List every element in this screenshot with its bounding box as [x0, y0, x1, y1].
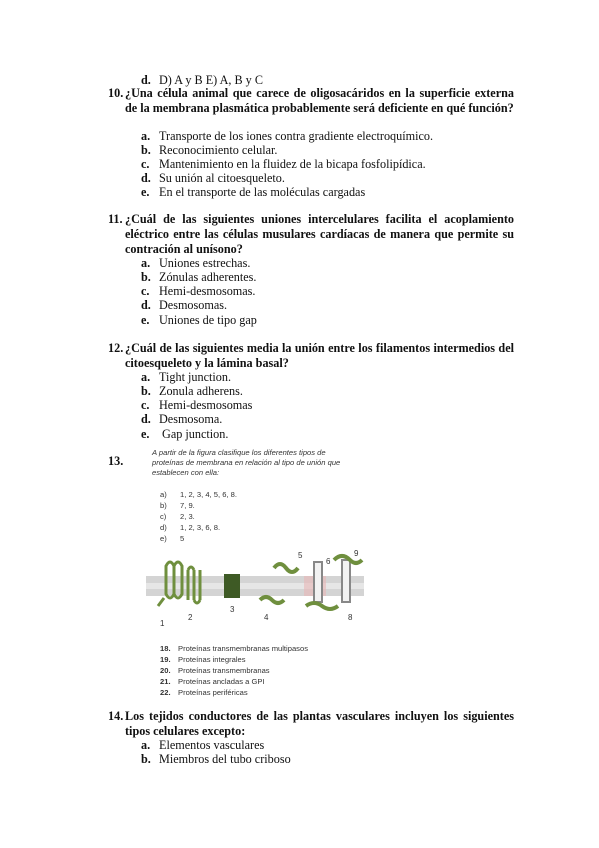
- option-d-previous: [141, 73, 263, 87]
- figure-label-5: 5: [298, 551, 303, 560]
- option-text: Uniones de tipo gap: [159, 313, 257, 327]
- legend-item-18: [160, 644, 308, 653]
- legend-item-21: [160, 677, 265, 686]
- option-text: D) A y B E) A, B y C: [159, 73, 263, 87]
- figure-option-d: [160, 523, 220, 532]
- figure-label-1: 1: [160, 619, 165, 628]
- legend-number: 18.: [160, 644, 171, 653]
- legend-text: Proteínas integrales: [178, 655, 246, 664]
- q12-option-d: [141, 412, 222, 426]
- option-letter: b.: [141, 384, 151, 398]
- option-letter: d.: [141, 171, 151, 185]
- question-13-number: 13.: [108, 454, 124, 468]
- question-10: [108, 86, 514, 116]
- legend-item-22: [160, 688, 248, 697]
- figure-option-e: [160, 534, 184, 543]
- figure-label-3: 3: [230, 605, 235, 614]
- option-text: 1, 2, 3, 4, 5, 6, 8.: [180, 490, 237, 499]
- option-letter: a.: [141, 370, 151, 384]
- figure-instruction: A partir de la figura clasifique los diferentes tipos de proteínas de membrana en relación al tipo de unión que establecen con ella:: [152, 448, 341, 477]
- option-letter: d.: [141, 298, 151, 312]
- option-text: Su unión al citoesqueleto.: [159, 171, 285, 185]
- q11-option-d: [141, 298, 227, 312]
- q11-option-b: [141, 270, 256, 284]
- protein-5: [274, 564, 298, 572]
- option-letter: c.: [141, 157, 150, 171]
- option-letter: d.: [141, 73, 151, 87]
- q11-option-a: [141, 256, 250, 270]
- option-text: Tight junction.: [159, 370, 232, 384]
- option-letter: c.: [141, 398, 150, 412]
- option-letter: c.: [141, 284, 150, 298]
- figure-label-2: 2: [188, 613, 193, 622]
- figure-option-a: [160, 490, 237, 499]
- option-text: Gap junction.: [159, 427, 229, 441]
- q12-option-b: [141, 384, 243, 398]
- option-letter: c): [160, 512, 167, 521]
- option-text: 1, 2, 3, 6, 8.: [180, 523, 221, 532]
- q12-option-a: [141, 370, 231, 384]
- option-text: Zónulas adherentes.: [159, 270, 257, 284]
- legend-number: 22.: [160, 688, 171, 697]
- question-13-figure: [144, 448, 366, 702]
- figure-label-9: 9: [354, 549, 359, 558]
- option-letter: e.: [141, 427, 150, 441]
- membrane-protein-diagram: [144, 548, 366, 630]
- legend-item-20: [160, 666, 270, 675]
- question-text: ¿Una célula animal que carece de oligosacáridos en la superficie externa de la membrana plasmática probablemente será deficiente en qué función?: [125, 86, 514, 115]
- q14-option-b: [141, 752, 291, 766]
- question-11: [108, 212, 514, 257]
- protein-4: [260, 597, 284, 603]
- question-12: [108, 341, 514, 371]
- question-number: 12.: [108, 341, 124, 355]
- figure-option-b: [160, 501, 195, 510]
- option-text: Uniones estrechas.: [159, 256, 251, 270]
- q14-option-a: [141, 738, 264, 752]
- option-letter: e): [160, 534, 167, 543]
- option-letter: b.: [141, 270, 151, 284]
- option-text: 5: [180, 534, 185, 543]
- option-letter: a): [160, 490, 167, 499]
- option-text: Transporte de los iones contra gradiente electroquímico.: [159, 129, 434, 143]
- option-text: En el transporte de las moléculas cargadas: [159, 185, 366, 199]
- legend-text: Proteínas ancladas a GPI: [178, 677, 265, 686]
- q10-option-d: [141, 171, 285, 185]
- question-14: [108, 709, 514, 739]
- q12-option-c: [141, 398, 252, 412]
- legend-number: 20.: [160, 666, 171, 675]
- legend-text: Proteínas periféricas: [178, 688, 248, 697]
- question-text: Los tejidos conductores de las plantas vasculares incluyen los siguientes tipos celulares excepto:: [125, 709, 514, 738]
- option-text: 2, 3.: [180, 512, 195, 521]
- membrane-inner-band: [146, 583, 364, 589]
- legend-text: Proteínas transmembranas: [178, 666, 270, 675]
- option-letter: a.: [141, 129, 151, 143]
- q11-option-e: [141, 313, 257, 327]
- option-letter: e.: [141, 185, 150, 199]
- option-text: Mantenimiento en la fluidez de la bicapa fosfolipídica.: [159, 157, 426, 171]
- q12-option-e: [141, 427, 228, 441]
- option-text: 7, 9.: [180, 501, 195, 510]
- q10-option-a: [141, 129, 433, 143]
- option-letter: b.: [141, 752, 151, 766]
- option-text: Hemi-desmosomas.: [159, 284, 256, 298]
- figure-option-c: [160, 512, 195, 521]
- q10-option-c: [141, 157, 426, 171]
- q11-option-c: [141, 284, 255, 298]
- figure-label-4: 4: [264, 613, 269, 622]
- legend-text: Proteínas transmembranas multipasos: [178, 644, 308, 653]
- option-letter: e.: [141, 313, 150, 327]
- option-text: Desmosomas.: [159, 298, 228, 312]
- legend-item-19: [160, 655, 246, 664]
- protein-3: [224, 574, 240, 598]
- option-letter: b): [160, 501, 167, 510]
- option-letter: a.: [141, 738, 151, 752]
- option-letter: d.: [141, 412, 151, 426]
- question-number: 11.: [108, 212, 123, 226]
- option-text: Hemi-desmosomas: [159, 398, 253, 412]
- option-text: Miembros del tubo criboso: [159, 752, 291, 766]
- option-letter: b.: [141, 143, 151, 157]
- question-number: 10.: [108, 86, 124, 100]
- option-text: Reconocimiento celular.: [159, 143, 278, 157]
- option-letter: a.: [141, 256, 151, 270]
- question-number: 14.: [108, 709, 124, 723]
- figure-label-6: 6: [326, 557, 331, 566]
- figure-label-8: 8: [348, 613, 353, 622]
- option-text: Elementos vasculares: [159, 738, 265, 752]
- legend-number: 19.: [160, 655, 171, 664]
- option-letter: d): [160, 523, 167, 532]
- q10-option-e: [141, 185, 365, 199]
- option-text: Desmosoma.: [159, 412, 223, 426]
- question-text: ¿Cuál de las siguientes uniones intercelulares facilita el acoplamiento eléctrico entre las células musulares cardíacas de manera que permite su contración al unísono?: [125, 212, 514, 256]
- legend-number: 21.: [160, 677, 171, 686]
- option-text: Zonula adherens.: [159, 384, 243, 398]
- q10-option-b: [141, 143, 277, 157]
- question-text: ¿Cuál de las siguientes media la unión entre los filamentos intermedios del citoesqueleto y la lámina basal?: [125, 341, 514, 370]
